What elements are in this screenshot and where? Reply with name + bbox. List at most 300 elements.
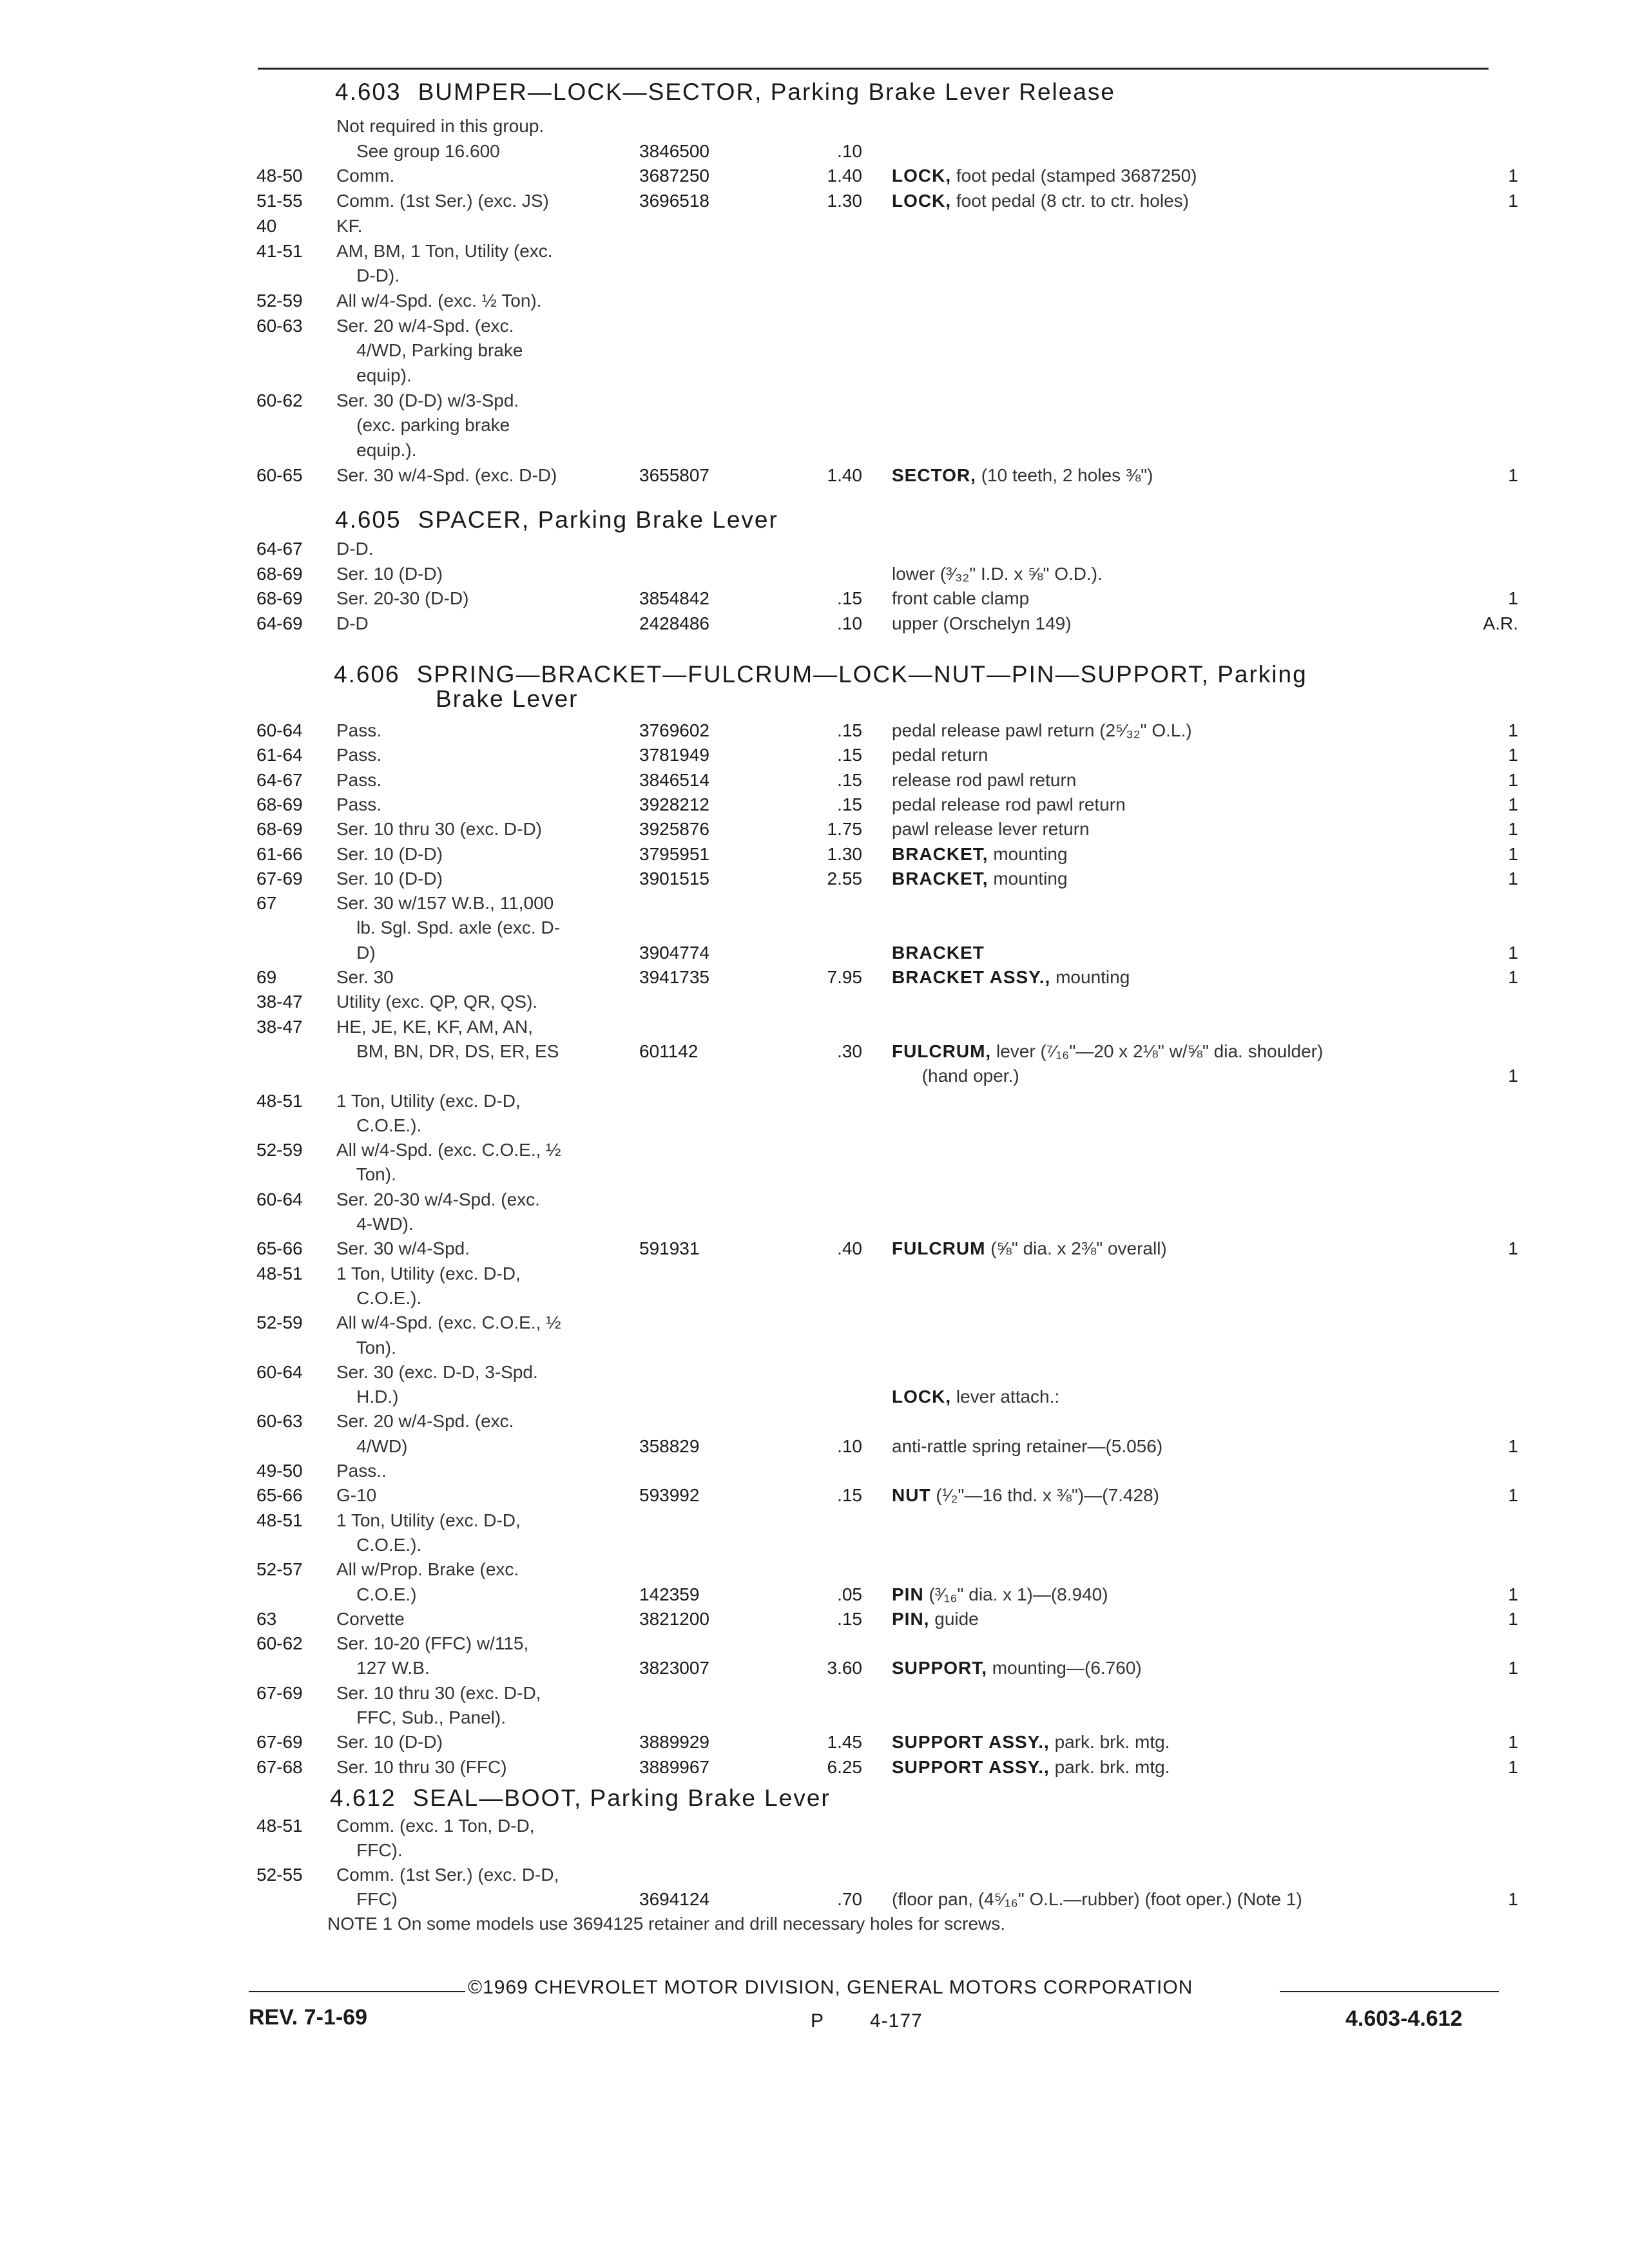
part-name: FULCRUM	[892, 1238, 986, 1259]
year-range: 52-59	[256, 290, 303, 311]
part-detail: pedal release pawl return (2⁵⁄₃₂" O.L.)	[892, 720, 1192, 740]
model-application: equip).	[336, 365, 412, 385]
part-detail: foot pedal (stamped 3687250)	[951, 166, 1197, 186]
part-number: 142359	[639, 1584, 700, 1604]
part-row	[0, 918, 1629, 943]
part-row	[0, 1732, 1629, 1758]
part-number: 2428486	[639, 613, 710, 634]
part-name: NUT	[892, 1485, 931, 1506]
price: 3.60	[827, 1658, 862, 1678]
model-application: Ser. 10 (D-D)	[336, 843, 443, 864]
year-range: 60-65	[256, 465, 303, 485]
price: 1.45	[827, 1732, 862, 1753]
model-application: 1 Ton, Utility (exc. D-D,	[336, 1263, 521, 1283]
part-row	[0, 1461, 1629, 1486]
model-application: All w/4-Spd. (exc. ½ Ton).	[336, 290, 542, 311]
part-detail: pedal return	[892, 745, 988, 765]
model-application: 1 Ton, Utility (exc. D-D,	[336, 1510, 521, 1530]
model-application: Ser. 30 w/157 W.B., 11,000	[336, 893, 554, 914]
part-number: 3821200	[639, 1608, 710, 1629]
part-detail: (hand oper.)	[892, 1066, 1019, 1086]
part-row	[0, 166, 1629, 191]
part-name: PIN,	[892, 1608, 930, 1629]
price: 1.30	[827, 843, 862, 864]
model-application: Ser. 20 w/4-Spd. (exc.	[336, 315, 514, 336]
section-title-4605: 4.605 SPACER, Parking Brake Lever	[335, 506, 778, 533]
year-range: 68-69	[256, 794, 303, 814]
price: .70	[837, 1889, 862, 1909]
price: 2.55	[827, 868, 862, 889]
model-application: Ser. 10 thru 30 (FFC)	[336, 1756, 507, 1777]
quantity: 1	[1508, 720, 1518, 740]
model-application: 1 Ton, Utility (exc. D-D,	[336, 1090, 521, 1111]
model-application: Ser. 30 (D-D) w/3-Spd.	[336, 390, 519, 410]
part-row	[0, 1312, 1629, 1338]
part-row	[0, 564, 1629, 590]
year-range: 67	[256, 893, 277, 914]
section-title-4606-line2: Brake Lever	[436, 686, 579, 712]
quantity: 1	[1508, 1485, 1518, 1506]
year-range: 48-51	[256, 1510, 303, 1530]
quantity: 1	[1508, 465, 1518, 485]
part-row	[0, 992, 1629, 1017]
part-row	[0, 613, 1629, 639]
part-detail: mounting	[988, 843, 1068, 864]
copyright-line: ©1969 CHEVROLET MOTOR DIVISION, GENERAL MOTORS CORPORATION	[468, 1977, 1193, 1998]
part-row	[0, 967, 1629, 993]
year-range: 52-59	[256, 1312, 303, 1333]
part-detail: mounting—(6.760)	[987, 1658, 1142, 1678]
part-name: SECTOR,	[892, 465, 976, 485]
model-application: Not required in this group.	[336, 116, 545, 136]
price: 1.75	[827, 819, 862, 840]
model-application: Pass..	[336, 1461, 387, 1481]
part-name: PIN	[892, 1584, 924, 1604]
model-application: Ser. 10 thru 30 (exc. D-D)	[336, 819, 543, 840]
part-detail: pawl release lever return	[892, 819, 1090, 840]
part-description	[892, 967, 1130, 988]
part-detail: lever attach.:	[951, 1387, 1060, 1407]
price: .10	[837, 1436, 862, 1456]
quantity: A.R.	[1483, 613, 1518, 634]
part-row	[0, 1164, 1629, 1190]
price: .15	[837, 720, 862, 740]
part-number: 3823007	[639, 1658, 710, 1678]
year-range: 40	[256, 215, 277, 236]
part-number: 3889929	[639, 1732, 710, 1753]
part-row	[0, 1115, 1629, 1141]
part-description	[892, 770, 1076, 791]
part-number: 3928212	[639, 794, 710, 814]
year-range: 52-55	[256, 1865, 303, 1885]
year-range: 63	[256, 1608, 277, 1629]
part-detail: (¹⁄₂"—16 thd. x ⅜")—(7.428)	[930, 1485, 1159, 1506]
part-detail: front cable clamp	[892, 588, 1030, 609]
part-detail: foot pedal (8 ctr. to ctr. holes)	[951, 191, 1189, 211]
part-row	[0, 1091, 1629, 1117]
year-range: 60-62	[256, 1633, 303, 1654]
part-detail: mounting	[988, 868, 1068, 889]
model-application: Pass.	[336, 769, 382, 790]
quantity: 1	[1508, 1756, 1518, 1777]
part-row	[0, 745, 1629, 771]
part-number: 3696518	[639, 191, 710, 211]
model-application: Ser. 30 w/4-Spd.	[336, 1238, 470, 1259]
part-number: 3904774	[639, 942, 710, 963]
year-range: 52-57	[256, 1559, 303, 1580]
model-application: Ser. 10 thru 30 (exc. D-D,	[336, 1682, 541, 1703]
part-detail: (floor pan, (4⁵⁄₁₆" O.L.—rubber) (foot oper.) (Note 1)	[892, 1889, 1302, 1909]
year-range: 60-62	[256, 390, 303, 410]
part-description	[892, 1609, 979, 1629]
year-range: 68-69	[256, 819, 303, 840]
model-application: Comm. (1st Ser.) (exc. D-D,	[336, 1865, 559, 1885]
part-detail: pedal release rod pawl return	[892, 794, 1126, 814]
model-application: All w/4-Spd. (exc. C.O.E., ½	[336, 1140, 561, 1160]
part-detail: park. brk. mtg.	[1049, 1756, 1170, 1777]
part-row	[0, 819, 1629, 845]
year-range: 61-64	[256, 745, 303, 765]
part-row	[0, 265, 1629, 291]
model-application: Ser. 10 (D-D)	[336, 868, 443, 889]
part-description	[892, 1436, 1162, 1457]
price: .05	[837, 1584, 862, 1604]
part-number: 3846514	[639, 769, 710, 790]
model-application: Ser. 20-30 w/4-Spd. (exc.	[336, 1189, 540, 1209]
part-row	[0, 893, 1629, 919]
price: .10	[837, 140, 862, 161]
part-number: 3795951	[639, 843, 710, 864]
model-application: FFC, Sub., Panel).	[336, 1707, 506, 1727]
year-range: 60-63	[256, 1411, 303, 1432]
part-name: SUPPORT ASSY.,	[892, 1756, 1050, 1777]
part-description	[892, 564, 1103, 584]
quantity: 1	[1508, 588, 1518, 609]
quantity: 1	[1508, 1732, 1518, 1753]
year-range: 64-67	[256, 769, 303, 790]
part-row	[0, 316, 1629, 341]
year-range: 65-66	[256, 1485, 303, 1506]
model-application: Ser. 10 (D-D)	[336, 563, 443, 584]
part-row	[0, 465, 1629, 491]
year-range: 38-47	[256, 1016, 303, 1037]
footer-rule-left	[249, 1991, 465, 1992]
section-title-4612: 4.612 SEAL—BOOT, Parking Brake Lever	[330, 1785, 831, 1811]
price: 7.95	[827, 967, 862, 987]
year-range: 52-59	[256, 1140, 303, 1160]
model-application: G-10	[336, 1485, 377, 1506]
part-number: 3846500	[639, 140, 710, 161]
price: .15	[837, 588, 862, 609]
model-application: Pass.	[336, 745, 382, 765]
part-row	[0, 1535, 1629, 1561]
part-name: BRACKET,	[892, 843, 988, 864]
model-application: H.D.)	[336, 1387, 399, 1407]
model-application: Comm.	[336, 166, 395, 186]
part-row	[0, 794, 1629, 820]
part-row	[0, 1387, 1629, 1412]
price: .40	[837, 1238, 862, 1259]
year-range: 48-50	[256, 166, 303, 186]
model-application: Ser. 10-20 (FFC) w/115,	[336, 1633, 529, 1654]
part-description	[892, 1041, 1323, 1062]
price: .15	[837, 1485, 862, 1506]
part-description	[892, 1757, 1170, 1778]
part-description	[892, 1889, 1302, 1910]
footer-rule-right	[1280, 1991, 1499, 1992]
price: .30	[837, 1041, 862, 1061]
model-application: Comm. (exc. 1 Ton, D-D,	[336, 1816, 535, 1836]
model-application: Ton).	[336, 1164, 396, 1185]
year-range: 69	[256, 967, 277, 987]
model-application: equip.).	[336, 440, 417, 461]
price: 6.25	[827, 1756, 862, 1777]
part-name: LOCK,	[892, 191, 952, 211]
quantity: 1	[1508, 166, 1518, 186]
part-row	[0, 116, 1629, 142]
part-row	[0, 943, 1629, 968]
part-row	[0, 1338, 1629, 1363]
model-application: D-D.	[336, 539, 374, 559]
part-description	[892, 1584, 1108, 1605]
part-description	[892, 166, 1197, 186]
part-row	[0, 1840, 1629, 1866]
part-detail: mounting	[1050, 967, 1130, 987]
revision-date: REV. 7-1-69	[249, 2005, 367, 2030]
quantity: 1	[1508, 769, 1518, 790]
model-application: Ser. 30 w/4-Spd. (exc. D-D)	[336, 465, 557, 485]
part-row	[0, 770, 1629, 796]
page-letter: P	[811, 2010, 825, 2032]
year-range: 64-69	[256, 613, 303, 634]
part-description	[892, 1658, 1142, 1678]
part-row	[0, 1362, 1629, 1388]
part-row	[0, 1485, 1629, 1511]
model-application: 4/WD)	[336, 1436, 408, 1456]
part-description	[892, 745, 988, 765]
part-row	[0, 844, 1629, 870]
part-row	[0, 291, 1629, 316]
year-range: 61-66	[256, 843, 303, 864]
part-detail: guide	[929, 1608, 979, 1629]
part-detail: lever (⁷⁄₁₆"—20 x 2⅛" w/⅝" dia. shoulder)	[991, 1041, 1324, 1061]
year-range: 64-67	[256, 539, 303, 559]
quantity: 1	[1508, 1584, 1518, 1604]
model-application: Ser. 20-30 (D-D)	[336, 588, 469, 609]
year-range: 60-64	[256, 720, 303, 740]
year-range: 48-51	[256, 1816, 303, 1836]
part-name: LOCK,	[892, 1387, 952, 1407]
part-name: LOCK,	[892, 166, 952, 186]
page-number: 4-177	[870, 2010, 923, 2032]
part-description	[892, 588, 1029, 609]
part-detail: (³⁄₁₆" dia. x 1)—(8.940)	[923, 1584, 1108, 1604]
model-application: 4-WD).	[336, 1214, 414, 1234]
year-range: 60-64	[256, 1189, 303, 1209]
part-row	[0, 1189, 1629, 1215]
part-number: 593992	[639, 1485, 700, 1506]
part-detail: anti-rattle spring retainer—(5.056)	[892, 1436, 1163, 1456]
year-range: 67-68	[256, 1756, 303, 1777]
part-row	[0, 869, 1629, 894]
part-name: SUPPORT ASSY.,	[892, 1732, 1050, 1753]
part-detail: upper (Orschelyn 149)	[892, 613, 1072, 634]
price: .15	[837, 769, 862, 790]
model-application: See group 16.600	[336, 140, 500, 161]
part-description	[892, 1387, 1059, 1407]
part-name: BRACKET ASSY.,	[892, 967, 1051, 987]
part-row	[0, 390, 1629, 416]
quantity: 1	[1508, 1238, 1518, 1259]
year-range: 65-66	[256, 1238, 303, 1259]
price: .10	[837, 613, 862, 634]
quantity: 1	[1508, 843, 1518, 864]
quantity: 1	[1508, 794, 1518, 814]
year-range: 48-51	[256, 1090, 303, 1111]
part-row	[0, 1066, 1629, 1091]
year-range: 67-69	[256, 1682, 303, 1703]
part-description	[892, 191, 1189, 211]
model-application: lb. Sgl. Spd. axle (exc. D-	[336, 918, 561, 938]
model-application: AM, BM, 1 Ton, Utility (exc.	[336, 240, 553, 261]
part-detail: park. brk. mtg.	[1049, 1732, 1170, 1753]
year-range: 68-69	[256, 588, 303, 609]
quantity: 1	[1508, 745, 1518, 765]
part-description	[892, 465, 1153, 486]
part-row	[0, 1288, 1629, 1314]
top-rule	[258, 68, 1489, 70]
model-application: All w/Prop. Brake (exc.	[336, 1559, 519, 1580]
part-row	[0, 1633, 1629, 1659]
price: .15	[837, 1608, 862, 1629]
part-row	[0, 1707, 1629, 1733]
quantity: 1	[1508, 1436, 1518, 1456]
part-row	[0, 216, 1629, 242]
quantity: 1	[1508, 868, 1518, 889]
part-description	[892, 720, 1192, 741]
model-application: Comm. (1st Ser.) (exc. JS)	[336, 191, 549, 211]
part-number: 3687250	[639, 166, 710, 186]
year-range: 60-64	[256, 1361, 303, 1382]
model-application: 4/WD, Parking brake	[336, 340, 523, 361]
part-row	[0, 141, 1629, 167]
section-range: 4.603-4.612	[1345, 2006, 1463, 2031]
model-application: C.O.E.)	[336, 1584, 417, 1604]
year-range: 51-55	[256, 191, 303, 211]
part-row	[0, 1865, 1629, 1890]
part-number: 3769602	[639, 720, 710, 740]
part-row	[0, 1238, 1629, 1264]
model-application: C.O.E.).	[336, 1115, 422, 1135]
part-number: 3781949	[639, 745, 710, 765]
model-application: Corvette	[336, 1608, 405, 1629]
part-description	[892, 794, 1126, 815]
part-row	[0, 1609, 1629, 1635]
model-application: Ton).	[336, 1337, 396, 1358]
part-description	[892, 819, 1090, 840]
part-name: BRACKET	[892, 942, 985, 963]
model-application: C.O.E.).	[336, 1287, 422, 1308]
year-range: 68-69	[256, 563, 303, 584]
part-row	[0, 1559, 1629, 1585]
part-row	[0, 1017, 1629, 1043]
part-detail: lower (³⁄₃₂" I.D. x ⅝" O.D.).	[892, 563, 1103, 584]
quantity: 1	[1508, 1066, 1518, 1086]
part-row	[0, 1757, 1629, 1783]
year-range: 38-47	[256, 992, 303, 1012]
part-row	[0, 1214, 1629, 1240]
part-row	[0, 440, 1629, 466]
part-row	[0, 1816, 1629, 1841]
part-row	[0, 588, 1629, 614]
quantity: 1	[1508, 191, 1518, 211]
year-range: 67-69	[256, 868, 303, 889]
quantity: 1	[1508, 1658, 1518, 1678]
part-detail: release rod pawl return	[892, 769, 1077, 790]
part-number: 3655807	[639, 465, 710, 485]
model-application: D-D).	[336, 265, 400, 286]
part-row	[0, 1264, 1629, 1289]
part-number: 3941735	[639, 967, 710, 987]
part-row	[0, 241, 1629, 267]
quantity: 1	[1508, 1889, 1518, 1909]
section-title-4603: 4.603 BUMPER—LOCK—SECTOR, Parking Brake Lever Release	[335, 79, 1115, 105]
price: .15	[837, 745, 862, 765]
part-description	[892, 1732, 1170, 1753]
model-application: Ser. 30	[336, 967, 394, 987]
footnote: NOTE 1 On some models use 3694125 retainer and drill necessary holes for screws.	[327, 1914, 1006, 1934]
quantity: 1	[1508, 1608, 1518, 1629]
model-application: D-D	[336, 613, 369, 634]
price: 1.40	[827, 465, 862, 485]
part-row	[0, 1889, 1629, 1915]
model-application: D)	[336, 942, 376, 963]
part-name: FULCRUM,	[892, 1041, 992, 1061]
part-row	[0, 365, 1629, 391]
model-application: Ser. 10 (D-D)	[336, 1732, 443, 1753]
part-row	[0, 1436, 1629, 1462]
part-number: 601142	[639, 1041, 699, 1061]
model-application: Ser. 20 w/4-Spd. (exc.	[336, 1411, 514, 1432]
part-row	[0, 1510, 1629, 1536]
part-description	[892, 943, 985, 963]
model-application: (exc. parking brake	[336, 415, 510, 436]
price: 1.40	[827, 166, 862, 186]
part-row	[0, 539, 1629, 564]
price: .15	[837, 794, 862, 814]
part-detail: (10 teeth, 2 holes ⅜")	[976, 465, 1153, 485]
part-name: SUPPORT,	[892, 1658, 988, 1678]
part-description	[892, 1238, 1167, 1259]
part-row	[0, 720, 1629, 746]
quantity: 1	[1508, 819, 1518, 840]
year-range: 41-51	[256, 240, 303, 261]
part-detail: (⅝" dia. x 2⅜" overall)	[985, 1238, 1167, 1259]
part-description	[892, 1485, 1159, 1506]
part-row	[0, 1411, 1629, 1437]
model-application: FFC)	[336, 1889, 398, 1909]
part-number: 3694124	[639, 1889, 710, 1909]
model-application: KF.	[336, 215, 363, 236]
part-description	[892, 1066, 1019, 1086]
part-number: 3925876	[639, 819, 710, 840]
year-range: 48-51	[256, 1263, 303, 1283]
model-application: 127 W.B.	[336, 1658, 430, 1678]
part-row	[0, 1658, 1629, 1684]
part-description	[892, 869, 1068, 889]
model-application: All w/4-Spd. (exc. C.O.E., ½	[336, 1312, 561, 1333]
part-number: 3889967	[639, 1756, 710, 1777]
